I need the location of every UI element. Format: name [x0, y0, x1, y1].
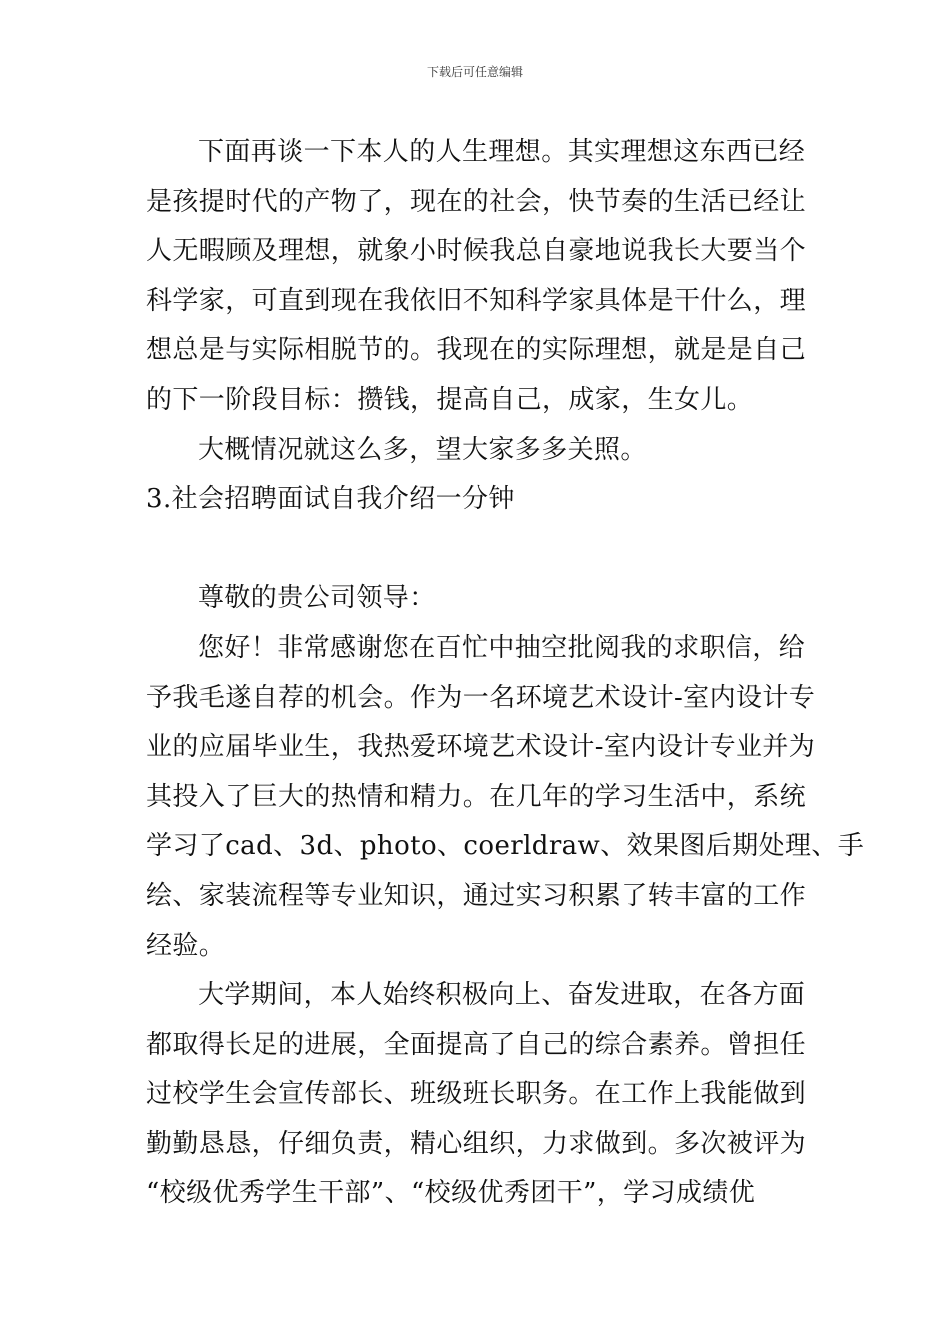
- section-heading: 3.社会招聘面试自我介绍一分钟: [146, 484, 515, 515]
- paragraph-line: 勤勤恳恳，仔细负责，精心组织，力求做到。多次被评为: [146, 1128, 807, 1159]
- paragraph-line: 人无暇顾及理想，就象小时候我总自豪地说我长大要当个: [146, 236, 807, 267]
- paragraph-line: 业的应届毕业生，我热爱环境艺术设计-室内设计专业并为: [146, 732, 816, 763]
- paragraph-line: 的下一阶段目标：攒钱，提高自己，成家，生女儿。: [146, 384, 754, 415]
- page-header: 下载后可任意编辑: [426, 65, 523, 79]
- paragraph-line: 您好！非常感谢您在百忙中抽空批阅我的求职信，给: [198, 632, 806, 663]
- paragraph-line: 大学期间，本人始终积极向上、奋发进取，在各方面: [198, 980, 806, 1011]
- paragraph-line: 都取得长足的进展，全面提高了自己的综合素养。曾担任: [146, 1029, 807, 1060]
- paragraph-line: 其投入了巨大的热情和精力。在几年的学习生活中，系统: [146, 781, 807, 812]
- salutation: 尊敬的贵公司领导：: [198, 583, 436, 614]
- paragraph-line: 学习了cad、3d、photo、coerldraw、效果图后期处理、手: [146, 831, 865, 862]
- paragraph-line: 予我毛遂自荐的机会。作为一名环境艺术设计-室内设计专: [146, 682, 816, 713]
- blank-line: [146, 525, 816, 575]
- paragraph-line: 想总是与实际相脱节的。我现在的实际理想，就是是自己: [146, 335, 807, 366]
- paragraph-line: “校级优秀学生干部”、“校级优秀团干”，学习成绩优: [146, 1178, 756, 1209]
- paragraph-line: 是孩提时代的产物了，现在的社会，快节奏的生活已经让: [146, 186, 807, 217]
- paragraph-line: 过校学生会宣传部长、班级班长职务。在工作上我能做到: [146, 1079, 807, 1110]
- paragraph-line: 下面再谈一下本人的人生理想。其实理想这东西已经: [198, 137, 806, 167]
- paragraph-line: 经验。: [146, 930, 226, 961]
- paragraph-line: 科学家，可直到现在我依旧不知科学家具体是干什么，理: [146, 285, 807, 316]
- document-body: [146, 128, 865, 1219]
- paragraph-line: 大概情况就这么多，望大家多多关照。: [198, 434, 647, 465]
- paragraph-line: 绘、家装流程等专业知识，通过实习积累了转丰富的工作: [146, 880, 807, 911]
